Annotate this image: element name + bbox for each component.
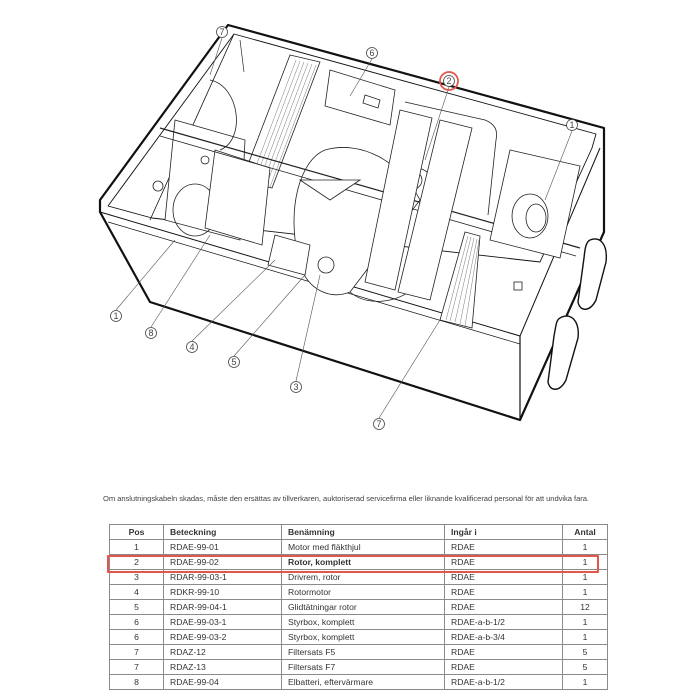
cell-antal: 1 [563,630,608,645]
table-row [110,645,608,660]
cell-antal: 1 [563,570,608,585]
cell-benamning: Elbatteri, eftervärmare [282,675,445,690]
header-antal: Antal [563,525,608,540]
cell-ingar-i: RDAE [445,585,563,600]
cell-ingar-i: RDAE [445,555,563,570]
cell-beteckning: RDAR-99-04-1 [164,600,282,615]
cell-pos: 7 [110,645,164,660]
table-row [110,630,608,645]
cell-ingar-i: RDAE [445,600,563,615]
cell-beteckning: RDAE-99-03-2 [164,630,282,645]
header-benamning: Benämning [282,525,445,540]
svg-text:1: 1 [113,311,119,321]
cell-pos: 7 [110,660,164,675]
cell-beteckning: RDAE-99-03-1 [164,615,282,630]
svg-text:6: 6 [369,48,375,58]
cell-ingar-i: RDAE-a-b-1/2 [445,615,563,630]
table-header-row [110,525,608,540]
cell-antal: 5 [563,645,608,660]
cell-pos: 6 [110,630,164,645]
cell-ingar-i: RDAE [445,645,563,660]
callout-7-bottom [374,419,385,430]
cell-pos: 1 [110,540,164,555]
cell-pos: 8 [110,675,164,690]
cell-benamning: Filtersats F5 [282,645,445,660]
callout-3 [291,382,302,393]
cell-antal: 5 [563,660,608,675]
header-beteckning: Beteckning [164,525,282,540]
cell-benamning: Rotor, komplett [282,555,445,570]
svg-text:8: 8 [148,328,154,338]
table-row-highlighted [110,555,608,570]
cell-ingar-i: RDAE [445,570,563,585]
cell-ingar-i: RDAE [445,660,563,675]
cell-ingar-i: RDAE-a-b-1/2 [445,675,563,690]
svg-text:1: 1 [569,120,575,130]
table-row [110,615,608,630]
cell-beteckning: RDAZ-13 [164,660,282,675]
parts-table [109,524,608,690]
svg-text:7: 7 [219,27,225,37]
cell-beteckning: RDAE-99-04 [164,675,282,690]
cell-beteckning: RDAR-99-03-1 [164,570,282,585]
table-row [110,540,608,555]
table-row [110,600,608,615]
table-row [110,675,608,690]
table-row [110,570,608,585]
cell-antal: 1 [563,675,608,690]
safety-note: Om anslutningskabeln skadas, måste den ersättas av tillverkaren, auktoriserad servicefirma eller liknande kvalificerad personal för att undvika fara. [103,494,589,503]
svg-text:2: 2 [446,76,452,86]
callout-6 [367,48,378,59]
cell-benamning: Styrbox, komplett [282,630,445,645]
callout-4 [187,342,198,353]
table-row [110,585,608,600]
callout-8 [146,328,157,339]
cell-pos: 2 [110,555,164,570]
cell-antal: 1 [563,585,608,600]
svg-text:4: 4 [189,342,195,352]
cell-beteckning: RDAE-99-01 [164,540,282,555]
cell-ingar-i: RDAE [445,540,563,555]
cell-pos: 4 [110,585,164,600]
cell-antal: 1 [563,555,608,570]
cell-pos: 5 [110,600,164,615]
cell-pos: 3 [110,570,164,585]
cell-benamning: Drivrem, rotor [282,570,445,585]
cell-antal: 12 [563,600,608,615]
cell-beteckning: RDAE-99-02 [164,555,282,570]
svg-text:5: 5 [231,357,237,367]
header-pos: Pos [110,525,164,540]
cell-beteckning: RDKR-99-10 [164,585,282,600]
cell-benamning: Filtersats F7 [282,660,445,675]
cell-antal: 1 [563,615,608,630]
cell-benamning: Styrbox, komplett [282,615,445,630]
cell-pos: 6 [110,615,164,630]
cell-benamning: Motor med fläkthjul [282,540,445,555]
svg-text:7: 7 [376,419,382,429]
callout-1-right [567,120,578,131]
callout-7-top [217,27,228,38]
cell-benamning: Glidtätningar rotor [282,600,445,615]
cell-benamning: Rotormotor [282,585,445,600]
cell-beteckning: RDAZ-12 [164,645,282,660]
table-row [110,660,608,675]
callout-1-left [111,311,122,322]
callout-5 [229,357,240,368]
cell-ingar-i: RDAE-a-b-3/4 [445,630,563,645]
svg-text:3: 3 [293,382,299,392]
cell-antal: 1 [563,540,608,555]
header-ingar-i: Ingår i [445,525,563,540]
